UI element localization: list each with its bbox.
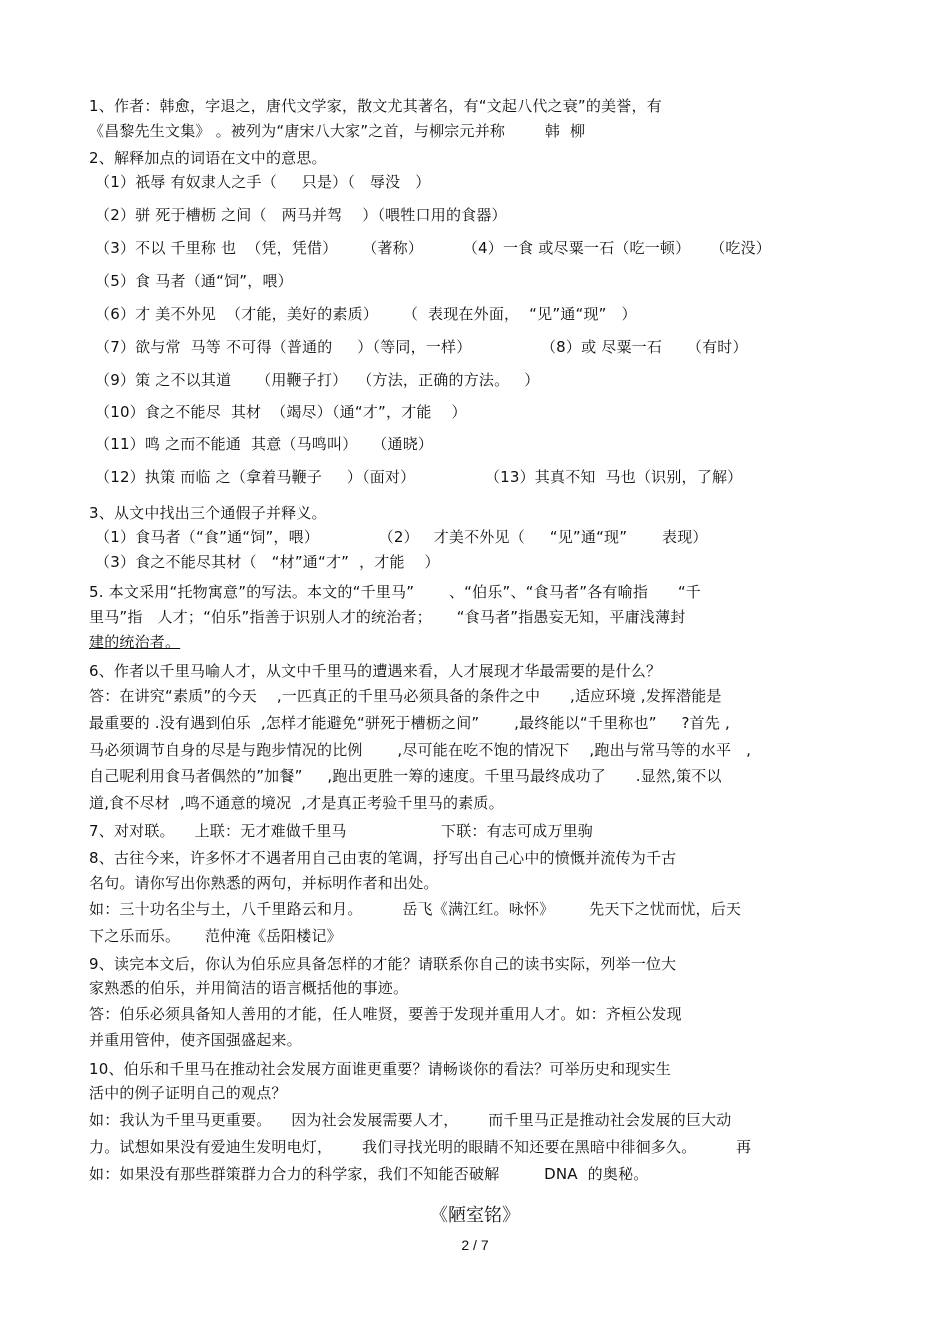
line: 名句。请你写出你熟悉的两句，并标明作者和出处。 (89, 874, 439, 892)
line: 7、对对联。 上联：无才难做千里马 下联：有志可成万里驹 (89, 822, 594, 840)
line: （1）食马者（“食”通“饲”，喂） （2） 才美不外见（ “见”通“现” 表现） (95, 528, 708, 546)
line: 9、读完本文后，你认为伯乐应具备怎样的才能？请联系你自己的读书实际，列举一位大 (89, 955, 677, 973)
line: 2、解释加点的词语在文中的意思。 (89, 149, 327, 167)
line: 3、从文中找出三个通假子并释义。 (89, 504, 327, 522)
line: （9）策 之不以其道 （用鞭子打） （方法，正确的方法。 ） (95, 371, 540, 389)
line: 1、作者：韩愈，字退之，唐代文学家，散文尤其著名，有“文起八代之衰”的美誉，有 (89, 97, 662, 115)
line: 家熟悉的伯乐，并用简洁的语言概括他的事迹。 (89, 979, 409, 997)
line: 自己呢利用食马者偶然的”加餐” ,跑出更胜一筹的速度。千里马最终成功了 .显然,策不以 (89, 767, 722, 785)
section-title: 《陋室铭》 (430, 1205, 520, 1226)
line: 下之乐而乐。 范仲淹《岳阳楼记》 (89, 927, 342, 945)
line: 道,食不尽材 ,鸣不通意的境况 ,才是真正考验千里马的素质。 (89, 794, 504, 812)
line: 如：三十功名尘与土，八千里路云和月。 岳飞《满江红。咏怀》 先天下之忧而忧，后天 (89, 900, 742, 918)
line: 并重用管仲，使齐国强盛起来。 (89, 1031, 302, 1049)
line: 答：伯乐必须具备知人善用的才能，任人唯贤，要善于发现并重用人才。如：齐桓公发现 (89, 1005, 682, 1023)
line: （7）欲与常 马等 不可得（普通的 ）（等同，一样） （8）或 尽粟一石 （有时） (95, 338, 748, 356)
line: （6）才 美不外见 （才能，美好的素质） （ 表现在外面， “见”通“现” ） (95, 305, 637, 323)
line: 6、作者以千里马喻人才，从文中千里马的遭遇来看，人才展现才华最需要的是什么？ (89, 662, 662, 680)
line: 8、古往今来，许多怀才不遇者用自己由衷的笔调，抒写出自己心中的愤慨并流传为千古 (89, 849, 677, 867)
line: 力。试想如果没有爱迪生发明电灯， 我们寻找光明的眼睛不知还要在黑暗中徘徊多久。 再 (89, 1138, 752, 1156)
line: （1）祇辱 有奴隶人之手（ 只是）（ 辱没 ） (95, 173, 431, 191)
line: 答：在讲究“素质”的今天 ,一匹真正的千里马必须具备的条件之中 ,适应环境 ,发挥潜能是 (89, 687, 722, 705)
line: 5. 本文采用“托物寓意”的写法。本文的“千里马” 、“伯乐”、“食马者”各有喻指 “千 (89, 583, 702, 601)
line: （3）食之不能尽其材（ “材”通“才” ，才能 ） (95, 553, 440, 571)
line: （12）执策 而临 之（拿着马鞭子 ）（面对） （13）其真不知 马也（识别，了解） (95, 468, 743, 486)
line: 10、伯乐和千里马在推动社会发展方面谁更重要？请畅谈你的看法？可举历史和现实生 (89, 1060, 671, 1078)
line: 《昌黎先生文集》 。被列为“唐宋八大家”之首，与柳宗元并称 韩 柳 (89, 122, 586, 140)
line: （11）鸣 之而不能通 其意（马鸣叫） （通晓） (95, 435, 434, 453)
line: （3）不以 千里称 也 （凭，凭借） （著称） （4）一食 或尽粟一石（吃一顿） （吃没） (95, 239, 771, 257)
line: 活中的例子证明自己的观点？ (89, 1084, 287, 1102)
line: 里马”指 人才；“伯乐”指善于识别人才的统治者； “食马者”指愚妄无知，平庸浅薄封 (89, 608, 686, 626)
line: 马必须调节自身的尽是与跑步情况的比例 ,尽可能在吃不饱的情况下 ,跑出与常马等的水平 , (89, 741, 752, 759)
line: 如：如果没有那些群策群力合力的科学家，我们不知能否破解 DNA 的奥秘。 (89, 1165, 649, 1183)
page-number: 2 / 7 (461, 1237, 489, 1253)
line: （10）食之不能尽 其材 （竭尽）（通“才”，才能 ） (95, 403, 467, 421)
line: （2）骈 死于槽枥 之间（ 两马并驾 ）（喂牲口用的食器） (95, 206, 507, 224)
line: 如：我认为千里马更重要。 因为社会发展需要人才， 而千里马正是推动社会发展的巨大动 (89, 1111, 732, 1129)
line: 最重要的 .没有遇到伯乐 ,怎样才能避免“骈死于槽枥之间” ,最终能以“千里称也” ?首先 , (89, 714, 731, 732)
line: 建的统治者。 (89, 633, 181, 651)
line: （5）食 马者（通“饲”，喂） (95, 272, 293, 290)
